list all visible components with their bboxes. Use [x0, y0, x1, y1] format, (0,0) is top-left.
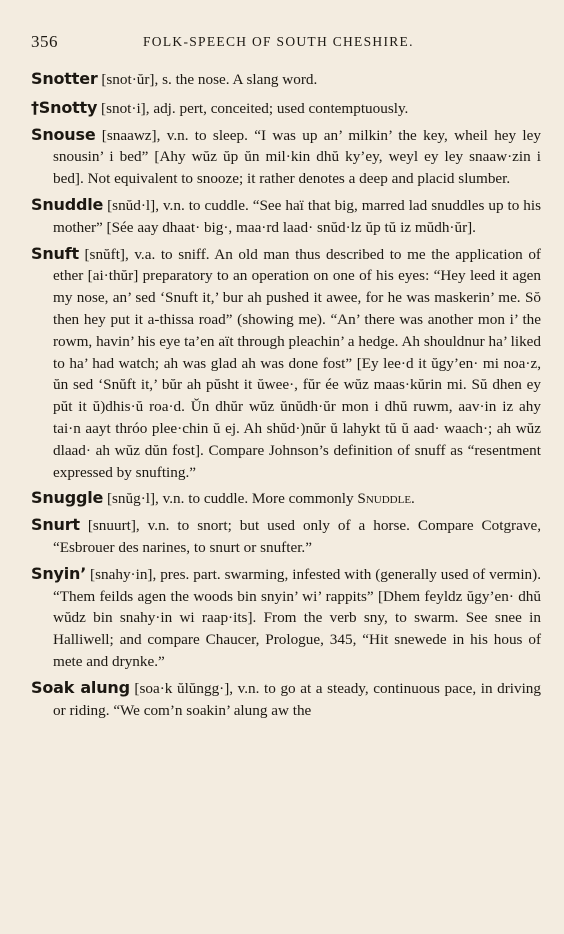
definition: [snŭg·l], v.n. to cuddle. More commonly [103, 490, 358, 508]
entry-snotty [31, 97, 541, 120]
definition: [snot·ŭr], s. the nose. A slang word. [97, 71, 318, 88]
headword: Snouse [31, 124, 96, 144]
entry-snurt [31, 514, 541, 559]
headword: †Snotty [31, 97, 98, 117]
headword: Snyin’ [31, 563, 87, 583]
dictionary-body [31, 64, 541, 721]
definition: [soa·k ŭlŭngg·], v.n. to go at a steady, continuous pace, in driving or riding. “We com’n soakin’ alung aw the [53, 679, 541, 719]
headword: Snuddle [31, 194, 104, 214]
entry-soak-alung [31, 677, 541, 722]
entry-snyin [31, 563, 541, 673]
headword: Snurt [31, 515, 80, 535]
headword: Snotter [31, 69, 98, 88]
definition: [snuurt], v.n. to snort; but used only of a horse. Compare Cotgrave, “Esbrouer des narines, to snurt or snufter.” [53, 517, 541, 556]
definition: [snŭft], v.a. to sniff. An old man thus described to me the application of ether [ai·thŭr] preparatory to an operation on one of his eyes: “Hey leed it agen my nose, an’ sed ‘Snuft it,’ bur ah pushed it awee, for he was maskerin’ me. Sŏ then hey put it a-thissa road” (showing me). “An’ there was another mon i’ the rowm, havin’ his eye ta’en aït through pleachin’ a hedge. Ah shouldnur ha’ liked to ha’ had watch; ah was glad ah was done fost” [Ey lee·d it ŭgy’en· mi noa·z, ŭn sed ‘Snŭft it,’ bŭr ah pŭsht it ŭwee·, fŭr ée wŭz maas·kŭrin mi. Sŭ dhen ey pŭt it ŭ)dhis·ŭ roa·d. Ŭn dhŭr wŭz ŭnŭdh·ŭr mon i dhŭ ruwm, aav·in iz ahy tai·n aayt thróo plee·chin ŭ ej. Ah shŭd·)nŭr ŭ lahykt tŭ ŭ aad· waach·; ah wŭz dlaad· ah wŭz dŭn fost]. Compare Johnson’s definition of snuff as “resentment expressed by snufting.” [53, 245, 541, 481]
definition: [snŭd·l], v.n. to cuddle. “See haï that big, marred lad snuddles up to his mother” [Sée aay dhaat· big·, maa·rd laad· snŭd·lz ŭp tŭ iz mŭdh·ŭr]. [53, 196, 541, 236]
definition: [snot·i], adj. pert, conceited; used contemptuously. [97, 99, 409, 117]
entry-snuddle [31, 194, 541, 239]
headword: Soak alung [31, 677, 130, 697]
headword: Snuft [31, 243, 79, 263]
entry-snuggle [31, 487, 541, 510]
running-title: FOLK-SPEECH OF SOUTH CHESHIRE. [143, 34, 414, 49]
page-header [31, 32, 539, 54]
definition: [snaawz], v.n. to sleep. “I was up an’ milkin’ the key, wheil hey ley snousin’ i bed” [Ahy wŭz ŭp ŭn mil·kin dhŭ ky’ey, weyl ey ley snaaw·zin i bed]. Not equivalent to snooze; it rather denotes a deep and placid slumber. [53, 126, 541, 188]
entry-snotter [31, 68, 541, 91]
headword: Snuggle [31, 488, 104, 508]
definition: [snahy·in], pres. part. swarming, infested with (generally used of vermin). “Them feilds agen the woods bin snyin’ wi’ rappits” [Dhem feyldz ŭgy’en· dhŭ wŭdz bin snahy·in wi raap·its]. From the verb sny, to swarm. See snee in Halliwell; and compare Chaucer, Prologue, 345, “Hit snewede in his hous of mete and drynke.” [53, 565, 541, 670]
entry-snuft [31, 243, 541, 484]
cross-reference: Snuddle. [357, 490, 415, 508]
entry-snouse [31, 124, 541, 190]
page-number: 356 [31, 32, 58, 51]
